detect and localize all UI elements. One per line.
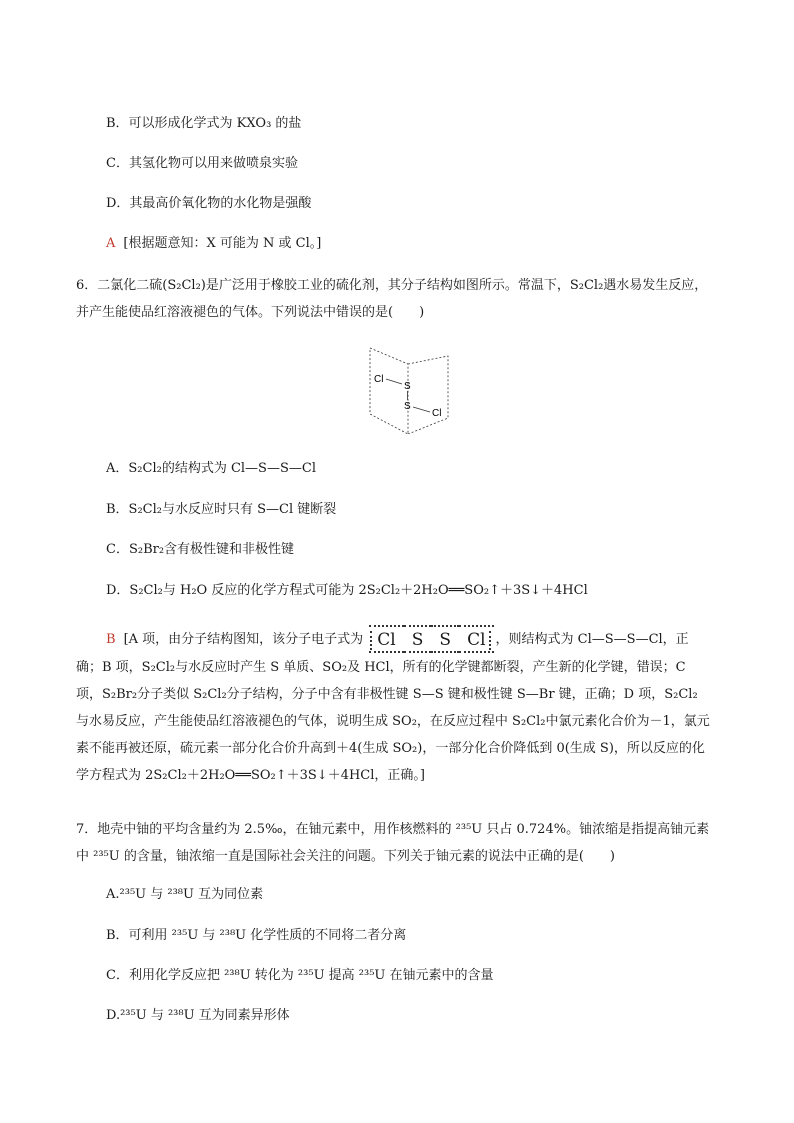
q5-option-b: B．可以形成化学式为 KXO₃ 的盐	[106, 116, 302, 131]
electron-formula-s-2: S	[439, 630, 452, 650]
q5-option-c: C．其氢化物可以用来做喷泉实验	[106, 156, 298, 171]
q6-option-d: D．S₂Cl₂与 H₂O 反应的化学方程式可能为 2S₂Cl₂＋2H₂O══SO₂↑＋3S↓＋4HCl	[106, 583, 588, 598]
figure-cl-left: Cl	[374, 374, 384, 385]
q7-stem: 7．地壳中铀的平均含量约为 2.5‰，在铀元素中，用作核燃料的 ²³⁵U 只占 0.724%。铀浓缩是指提高铀元素中 ²³⁵U 的含量，铀浓缩一直是国际社会关注的问题。下列关于铀元素的说法中正确的是( )	[76, 822, 710, 864]
electron-formula-cl-2: Cl	[467, 630, 486, 650]
q6-stem: 6．二氯化二硫(S₂Cl₂)是广泛用于橡胶工业的硫化剂，其分子结构如图所示。常温下，S₂Cl₂遇水易发生反应，并产生能使品红溶液褪色的气体。下列说法中错误的是( )	[76, 278, 708, 320]
q7-option-d: D.²³⁵U 与 ²³⁸U 互为同素异形体	[106, 1008, 290, 1023]
q7-option-a: A.²³⁵U 与 ²³⁸U 互为同位素	[106, 887, 264, 902]
q6-answer-letter: B	[106, 632, 116, 647]
q5-answer-text: [根据题意知：X 可能为 N 或 Cl。]	[123, 236, 322, 251]
q6-answer-explanation: ，则结构式为 Cl—S—S—Cl，正确；B 项，S₂Cl₂与水反应时产生 S 单质、SO₂及 HCl，所有的化学键都断裂，产生新的化学键，错误；C 项，S₂Br₂分子类似 S₂Cl₂分子结构，分子中含有非极性键 S—S 键和极性键 S—Br 键，正确；D 项，S₂Cl₂与水易反应，产生能使品红溶液褪色的气体，说明生成 SO₂，在反应过程中 S₂Cl₂中氯元素化合价为－1，氯元素不能再被还原，硫元素一部分化合价升高到＋4(生成 SO₂)，一部分化合价降低到 0(生成 S)，所以反应的化学方程式为 2S₂Cl₂＋2H₂O══SO₂↑＋3S↓＋4HCl，正确。]	[76, 632, 710, 783]
figure-s-upper: S	[404, 381, 411, 392]
electron-formula-cl-1: Cl	[377, 630, 396, 650]
electron-formula-s-1: S	[411, 630, 424, 650]
q6-option-c: C．S₂Br₂含有极性键和非极性键	[106, 542, 295, 557]
q6-option-b: B．S₂Cl₂与水反应时只有 S—Cl 键断裂	[106, 502, 337, 517]
q5-option-d: D．其最高价氧化物的水化物是强酸	[106, 196, 312, 211]
q7-option-c: C．利用化学反应把 ²³⁸U 转化为 ²³⁵U 提高 ²³⁵U 在铀元素中的含量	[106, 968, 494, 983]
q7-option-b: B．可利用 ²³⁵U 与 ²³⁸U 化学性质的不同将二者分离	[106, 928, 407, 943]
q5-answer	[106, 234, 321, 254]
q5-answer-letter: A	[106, 236, 116, 251]
q6-answer	[76, 626, 710, 789]
s2cl2-structure-figure	[360, 344, 460, 434]
q6-answer-intro: [A 项，由分子结构图知，该分子电子式为	[123, 632, 364, 647]
figure-cl-right: Cl	[432, 408, 442, 419]
electron-dot-formula	[369, 627, 493, 654]
q6-option-a: A．S₂Cl₂的结构式为 Cl—S—S—Cl	[106, 461, 316, 476]
figure-s-lower: S	[404, 401, 411, 412]
